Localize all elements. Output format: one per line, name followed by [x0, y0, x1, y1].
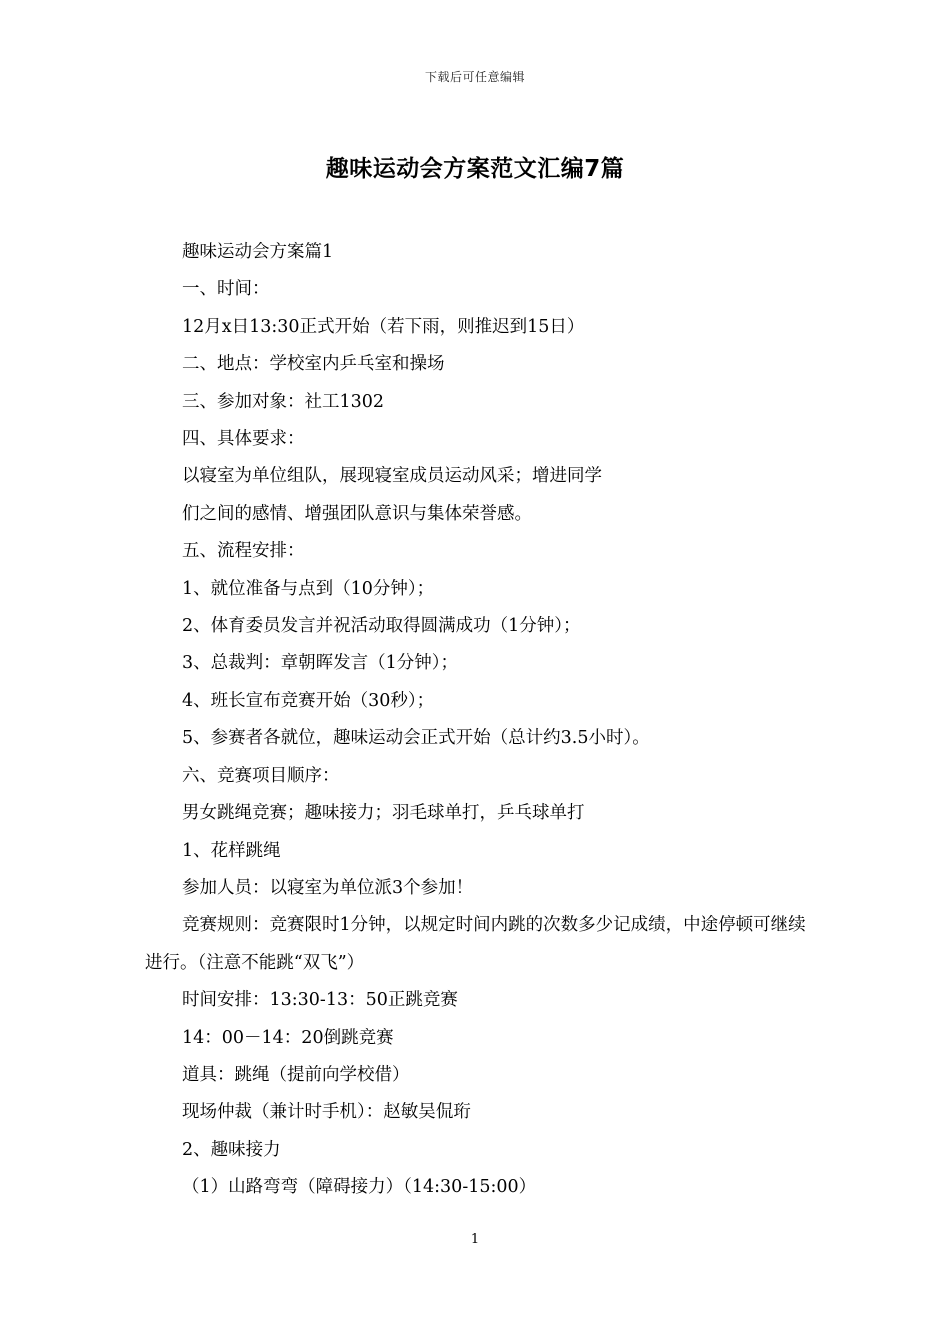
paragraph: 2、趣味接力: [182, 1139, 281, 1160]
paragraph: 六、竞赛项目顺序：: [182, 765, 340, 786]
paragraph: 道具：跳绳（提前向学校借）: [182, 1064, 410, 1085]
document-title: 趣味运动会方案范文汇编7篇: [325, 156, 625, 182]
section-heading: 趣味运动会方案篇1: [182, 242, 334, 262]
list-item: 5、参赛者各就位，趣味运动会正式开始（总计约3.5小时）。: [182, 728, 650, 749]
paragraph: 以寝室为单位组队，展现寝室成员运动风采；增进同学: [182, 466, 602, 487]
paragraph: 五、流程安排：: [182, 541, 305, 562]
paragraph: 竞赛规则：竞赛限时1分钟，以规定时间内跳的次数多少记成绩，中途停顿可继续进行。（注意不能跳“双飞”）: [145, 915, 806, 973]
page-header-note: 下载后可任意编辑: [424, 70, 525, 84]
paragraph: 现场仲裁（兼计时手机）：赵敏吴侃珩: [182, 1102, 471, 1123]
list-item: 2、体育委员发言并祝活动取得圆满成功（1分钟）；: [182, 616, 581, 637]
paragraph: 时间安排：13:30-13：50正跳竞赛: [182, 990, 458, 1011]
list-item: 3、总裁判：章朝晖发言（1分钟）；: [182, 653, 459, 674]
paragraph: 二、地点：学校室内乒乓室和操场: [182, 354, 445, 375]
paragraph: 四、具体要求：: [182, 429, 305, 450]
paragraph: 们之间的感情、增强团队意识与集体荣誉感。: [182, 503, 532, 524]
list-item: 4、班长宣布竞赛开始（30秒）；: [182, 690, 435, 711]
paragraph: 三、参加对象：社工1302: [182, 391, 385, 412]
paragraph: 14：00－14：20倒跳竞赛: [182, 1027, 394, 1048]
paragraph: 男女跳绳竞赛；趣味接力；羽毛球单打，乒乓球单打: [182, 803, 585, 824]
paragraph: 1、花样跳绳: [182, 840, 281, 861]
list-item: 1、就位准备与点到（10分钟）；: [182, 578, 435, 599]
paragraph: （1）山路弯弯（障碍接力）（14:30-15:00）: [182, 1177, 537, 1198]
paragraph: 一、时间：: [182, 279, 270, 300]
paragraph: 参加人员：以寝室为单位派3个参加！: [182, 877, 474, 898]
page-number: 1: [470, 1232, 480, 1247]
document-body: [145, 234, 825, 1207]
paragraph: 12月x日13:30正式开始（若下雨，则推迟到15日）: [182, 316, 585, 337]
